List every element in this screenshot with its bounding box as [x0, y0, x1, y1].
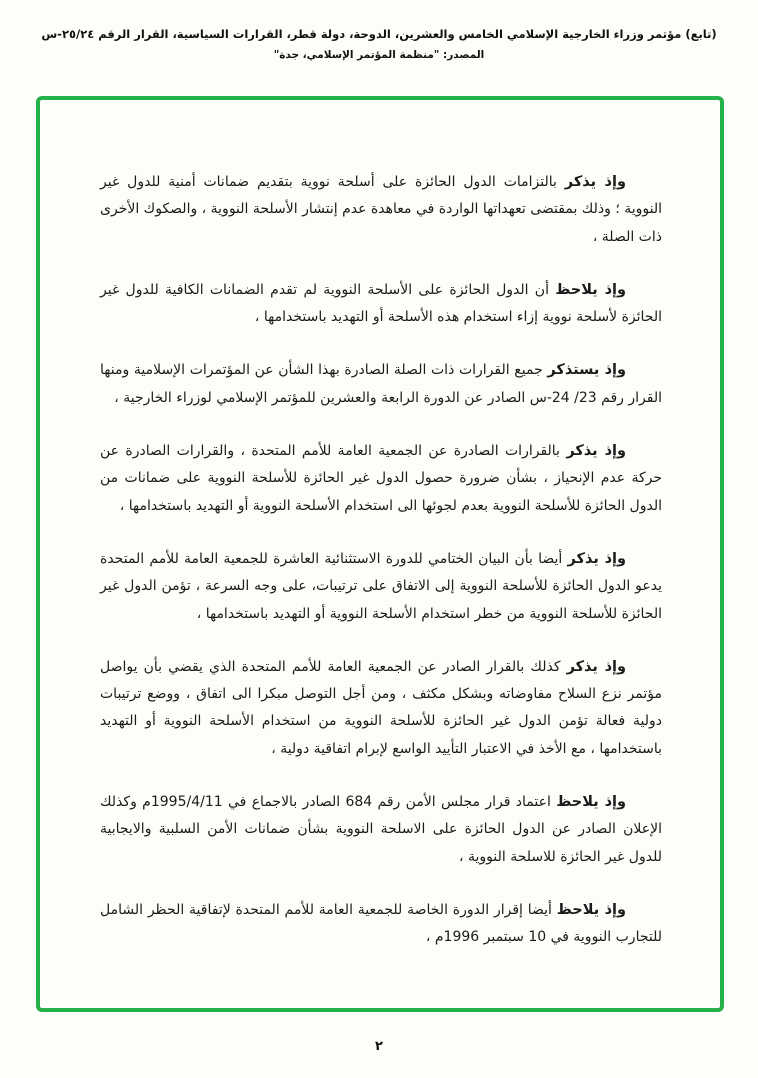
paragraph-lead: وإذ يذكر: [566, 658, 626, 675]
paragraph-lead: وإذ يستذكر: [547, 362, 626, 379]
paragraph-text: بالقرارات الصادرة عن الجمعية العامة للأمم المتحدة ، والقرارات الصادرة عن حركة عدم الإنحياز ، بشأن ضرورة حصول الدول غير الحائزة للأسلحة النووية على ضمانات من الدول الحائزة للأسلحة النووية بعدم لجوئها الى استخدام الأسلحة النووية أو التهديد باستخدامها ،: [100, 443, 662, 514]
document-body: [100, 168, 662, 952]
paragraph-text: جميع القرارات ذات الصلة الصادرة بهذا الشأن عن المؤتمرات الإسلامية ومنها القرار رقم 23/ 24-س الصادر عن الدورة الرابعة والعشرين للمؤتمر الإسلامي لوزراء الخارجية ،: [100, 362, 662, 406]
document-paragraph: [100, 276, 662, 332]
document-paragraph: [100, 653, 662, 763]
paragraph-lead: وإذ يلاحظ: [556, 901, 627, 918]
paragraph-lead: وإذ يذكر: [564, 174, 626, 190]
paragraph-text: كذلك بالقرار الصادر عن الجمعية العامة للأمم المتحدة الذي يقضي بأن يواصل مؤتمر نزع السلاح مفاوضاته وبشكل مكثف ، ومن أجل التوصل مبكرا الى اتفاق ، ووضع ترتيبات دولية فعالة تؤمن الدول غير الحائزة للأسلحة النووية من استخدام الأسلحة النووية أو التهديد باستخدامها ، مع الأخذ في الاعتبار التأييد الواسع لإبرام اتفاقية دولية ،: [100, 658, 662, 757]
document-paragraph: [100, 356, 662, 412]
document-header: [0, 26, 758, 61]
paragraph-lead: وإذ يلاحظ: [555, 281, 627, 298]
document-paragraph: [100, 788, 662, 871]
document-paragraph: [100, 896, 662, 952]
paragraph-text: أن الدول الحائزة على الأسلحة النووية لم تقدم الضمانات الكافية للدول غير الحائزة لأسلحة نووية إزاء استخدام هذه الأسلحة أو التهديد باستخدامها ،: [100, 281, 662, 326]
document-paragraph: [100, 437, 662, 520]
document-source-line: المصدر: "منظمة المؤتمر الإسلامي، جدة": [273, 49, 485, 62]
document-paragraph: [100, 545, 662, 628]
paragraph-lead: وإذ يذكر: [567, 550, 627, 567]
paragraph-text: أيضا بأن البيان الختامي للدورة الاستثنائية العاشرة للجمعية العامة للأمم المتحدة يدعو الدول الحائزة للأسلحة النووية إلى الاتفاق على ترتيبات، على وجه السرعة ، تؤمن الدول غير الحائزة للأسلحة النووية من خطر استخدام الأسلحة النووية أو التهديد باستخدامها ،: [100, 550, 662, 622]
paragraph-text: أيضا إقرار الدورة الخاصة للجمعية العامة للأمم المتحدة لإتفاقية الحظر الشامل للتجارب النووية في 10 سبتمبر 1996م ،: [100, 901, 662, 946]
page-number: ٢: [375, 1039, 383, 1054]
paragraph-text: بالتزامات الدول الحائزة على أسلحة نووية بتقديم ضمانات أمنية للدول غير النووية ؛ وذلك بمقتضى تعهداتها الواردة في معاهدة عدم إنتشار الأسلحة النووية ، والصكوك الأخرى ذات الصلة ،: [100, 174, 662, 245]
document-paragraph: [100, 168, 662, 251]
paragraph-lead: وإذ يلاحظ: [556, 794, 627, 811]
paragraph-text: اعتماد قرار مجلس الأمن رقم 684 الصادر بالاجماع في 1995/4/11م وكذلك الإعلان الصادر عن الدول الحائزة على الاسلحة النووية بشأن ضمانات الأمن السلبية والايجابية للدول غير الحائزة للاسلحة النووية ،: [100, 794, 662, 865]
document-title-line: (تابع) مؤتمر وزراء الخارجية الإسلامي الخامس والعشرين، الدوحة، دولة قطر، القرارات السياسية، القرار الرقم ٢٥/٢٤-س: [41, 27, 717, 41]
paragraph-lead: وإذ يذكر: [566, 443, 626, 460]
